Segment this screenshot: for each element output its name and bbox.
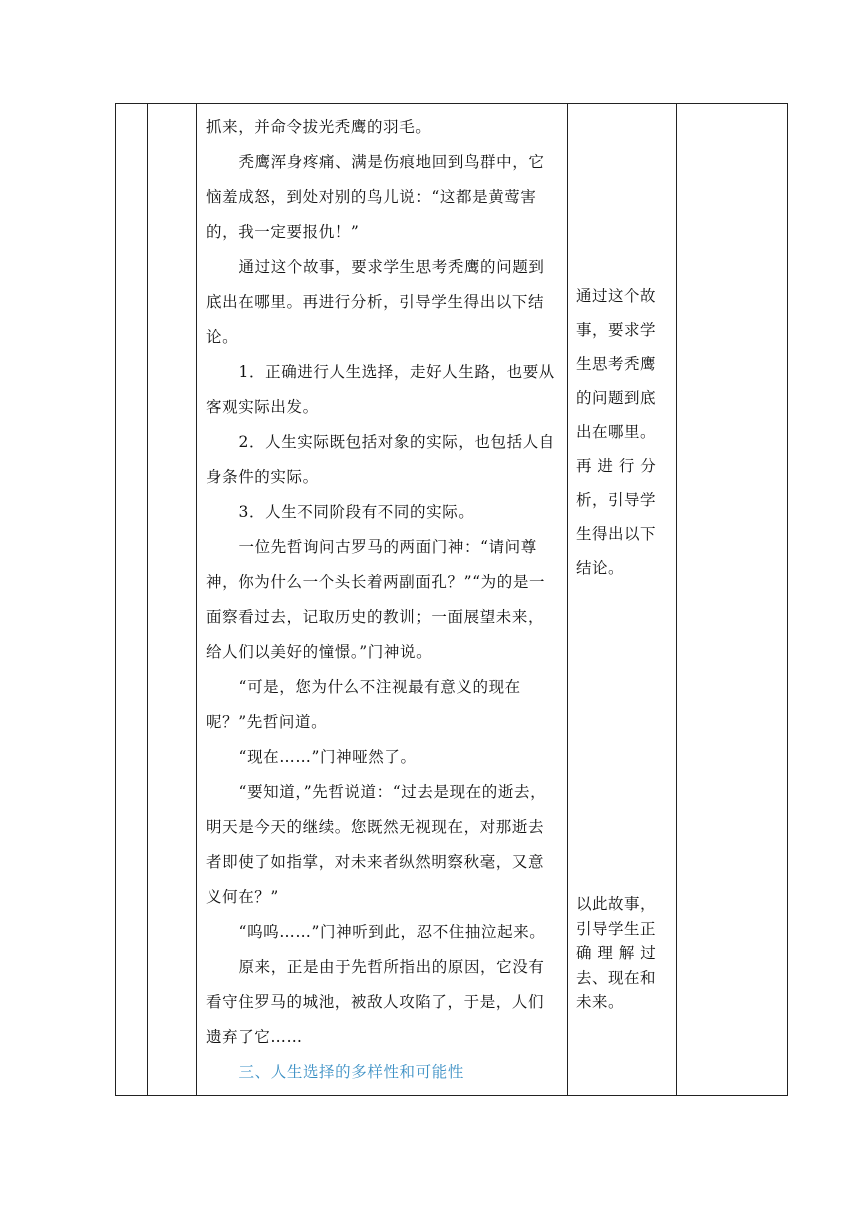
empty-cell-1 (116, 104, 148, 1096)
note-line: 确 理 解 过 (576, 944, 657, 962)
paragraph: “可是，您为什么不注视最有意义的现在呢？”先哲问道。 (206, 678, 521, 731)
conclusion-item-1: 1．正确进行人生选择，走好人生路，也要从客观实际出发。 (206, 363, 555, 416)
lesson-content (197, 104, 567, 1090)
design-intent-note-1 (576, 279, 672, 585)
paragraph: 通过这个故事，要求学生思考秃鹰的问题到底出在哪里。再进行分析，引导学生得出以下结论。 (206, 258, 545, 346)
note-line: 未来。 (576, 993, 625, 1011)
paragraph: “要知道，”先哲说道：“过去是现在的逝去，明天是今天的继续。您既然无视现在，对那逝去者即使了如指掌，对未来者纵然明察秋毫，又意义何在？” (206, 783, 547, 906)
paragraph: 原来，正是由于先哲所指出的原因，它没有看守住罗马的城池，被敌人攻陷了，于是，人们遗弃了它…… (206, 958, 545, 1046)
empty-cell-2 (148, 104, 197, 1096)
note-line: 去、现在和 (576, 968, 657, 987)
paragraph: “现在……”门神哑然了。 (238, 748, 417, 766)
lesson-table (115, 103, 788, 1096)
empty-cell-5 (677, 104, 788, 1096)
note-line: 再 进 行 分 (576, 457, 657, 475)
paragraph: 抓来，并命令拔光秃鹰的羽毛。 (206, 118, 432, 136)
note-line: 生思考秃鹰 (576, 355, 657, 373)
design-intent-note-2 (576, 892, 672, 1015)
paragraph: 一位先哲询问古罗马的两面门神：“请问尊神，你为什么一个头长着两副面孔？”“为的是一面察看过去，记取历史的教训；一面展望未来，给人们以美好的憧憬。”门神说。 (206, 538, 546, 661)
note-line: 出在哪里。 (576, 423, 657, 441)
note-line: 生得出以下 (576, 525, 657, 543)
note-line: 引导学生正 (576, 919, 657, 938)
section-heading: 三、人生选择的多样性和可能性 (238, 1063, 464, 1081)
conclusion-item-3: 3．人生不同阶段有不同的实际。 (238, 503, 475, 521)
note-line: 结论。 (576, 559, 625, 577)
paragraph: “呜呜……”门神听到此，忍不住抽泣起来。 (238, 923, 546, 941)
lesson-content-cell (197, 104, 568, 1096)
table-row (116, 104, 788, 1096)
design-intent-cell (568, 104, 677, 1096)
note-line: 通过这个故 (576, 287, 657, 305)
note-line: 的问题到底 (576, 389, 657, 407)
paragraph: 秃鹰浑身疼痛、满是伤痕地回到鸟群中，它恼羞成怒，到处对别的鸟儿说：“这都是黄莺害的，我一定要报仇！” (206, 153, 545, 241)
note-line: 析，引导学 (576, 491, 657, 509)
conclusion-item-2: 2．人生实际既包括对象的实际，也包括人自身条件的实际。 (206, 433, 555, 486)
note-line: 以此故事， (576, 895, 657, 913)
note-line: 事，要求学 (576, 321, 657, 339)
